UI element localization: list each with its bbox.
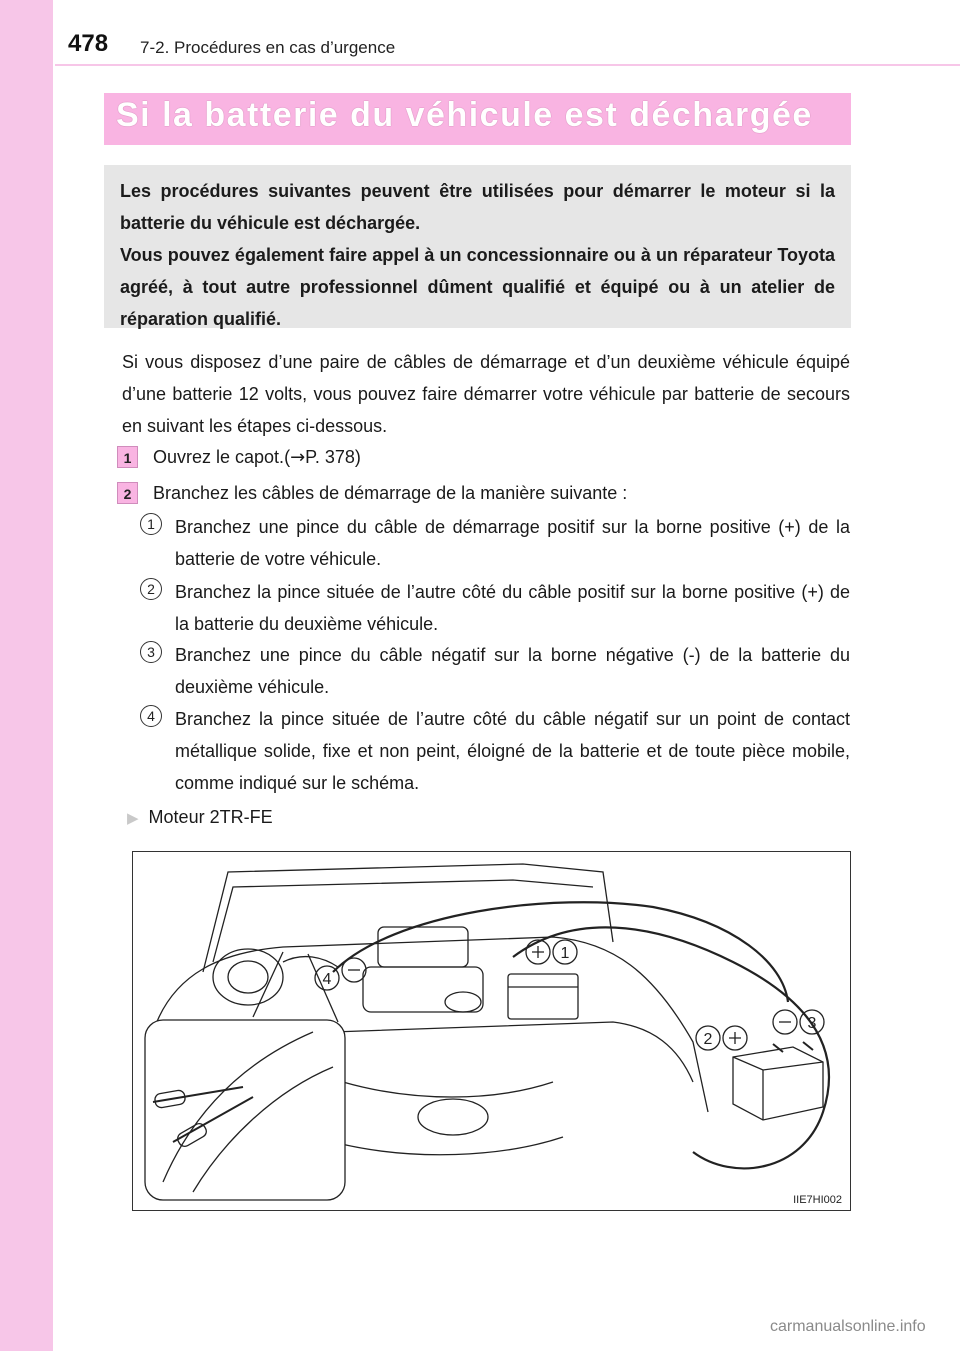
intro-box bbox=[104, 165, 851, 328]
step-text bbox=[153, 444, 361, 471]
figure-code: IIE7HI002 bbox=[793, 1194, 842, 1206]
substep-3 bbox=[140, 639, 850, 703]
engine-illustration bbox=[133, 852, 851, 1211]
step-text: Branchez les câbles de démarrage de la manière suivante : bbox=[153, 483, 628, 503]
page-reference-link[interactable]: P. 378) bbox=[305, 447, 361, 467]
diagram-label-3: 3 bbox=[807, 1015, 817, 1032]
circled-number: 4 bbox=[140, 705, 162, 727]
header-rule bbox=[55, 64, 960, 66]
bullet-item bbox=[127, 804, 273, 832]
step-number-badge: 1 bbox=[117, 446, 138, 468]
jump-start-diagram bbox=[132, 851, 851, 1211]
diagram-label-2: 2 bbox=[703, 1031, 713, 1048]
diagram-label-1: 1 bbox=[560, 945, 570, 962]
substep-text: Branchez la pince située de l’autre côté du câble positif sur la borne positive (+) de la batterie du deuxième véhicule. bbox=[175, 582, 850, 634]
substep-text: Branchez une pince du câble de démarrage positif sur la borne positive (+) de la batterie de votre véhicule. bbox=[175, 517, 850, 569]
substep-1 bbox=[140, 511, 850, 575]
intro-paragraph-2: Vous pouvez également faire appel à un concessionnaire ou à un réparateur Toyota agréé, à tout autre professionnel dûment qualifié et équipé ou à un atelier de réparation qualifié. bbox=[120, 245, 835, 329]
body-paragraph: Si vous disposez d’une paire de câbles de démarrage et d’un deuxième véhicule équipé d’une batterie 12 volts, vous pouvez faire démarrer votre véhicule par batterie de secours en suivant les étapes ci-dessous. bbox=[122, 352, 850, 436]
circled-number: 2 bbox=[140, 578, 162, 600]
section-title-banner bbox=[104, 93, 851, 145]
bullet-text: Moteur 2TR-FE bbox=[148, 807, 273, 827]
substep-text: Branchez une pince du câble négatif sur la borne négative (-) de la batterie du deuxième véhicule. bbox=[175, 645, 850, 697]
diagram-label-4: 4 bbox=[322, 971, 332, 988]
hood-outline bbox=[203, 864, 613, 972]
circled-number: 3 bbox=[140, 641, 162, 663]
section-title: Si la batterie du véhicule est déchargée bbox=[116, 96, 813, 134]
chapter-title: 7-2. Procédures en cas d’urgence bbox=[140, 38, 396, 57]
substep-text: Branchez la pince située de l’autre côté du câble négatif sur un point de contact métallique solide, fixe et non peint, éloigné de la batterie et de toute pièce mobile, comme indiqué sur le schéma. bbox=[175, 709, 850, 793]
watermark: carmanualsonline.info bbox=[770, 1318, 926, 1335]
step-text-part: Ouvrez le capot.( bbox=[153, 447, 291, 467]
step-number-badge: 2 bbox=[117, 482, 138, 504]
circled-number: 1 bbox=[140, 513, 162, 535]
substep-4 bbox=[140, 703, 850, 799]
triangle-bullet-icon: ▶ bbox=[127, 810, 139, 827]
arrow-icon: → bbox=[290, 447, 306, 468]
side-strip bbox=[0, 0, 53, 1351]
intro-paragraph-1: Les procédures suivantes peuvent être utilisées pour démarrer le moteur si la batterie du véhicule est déchargée. bbox=[120, 181, 835, 233]
substep-2 bbox=[140, 576, 850, 640]
page-number: 478 bbox=[68, 30, 109, 57]
